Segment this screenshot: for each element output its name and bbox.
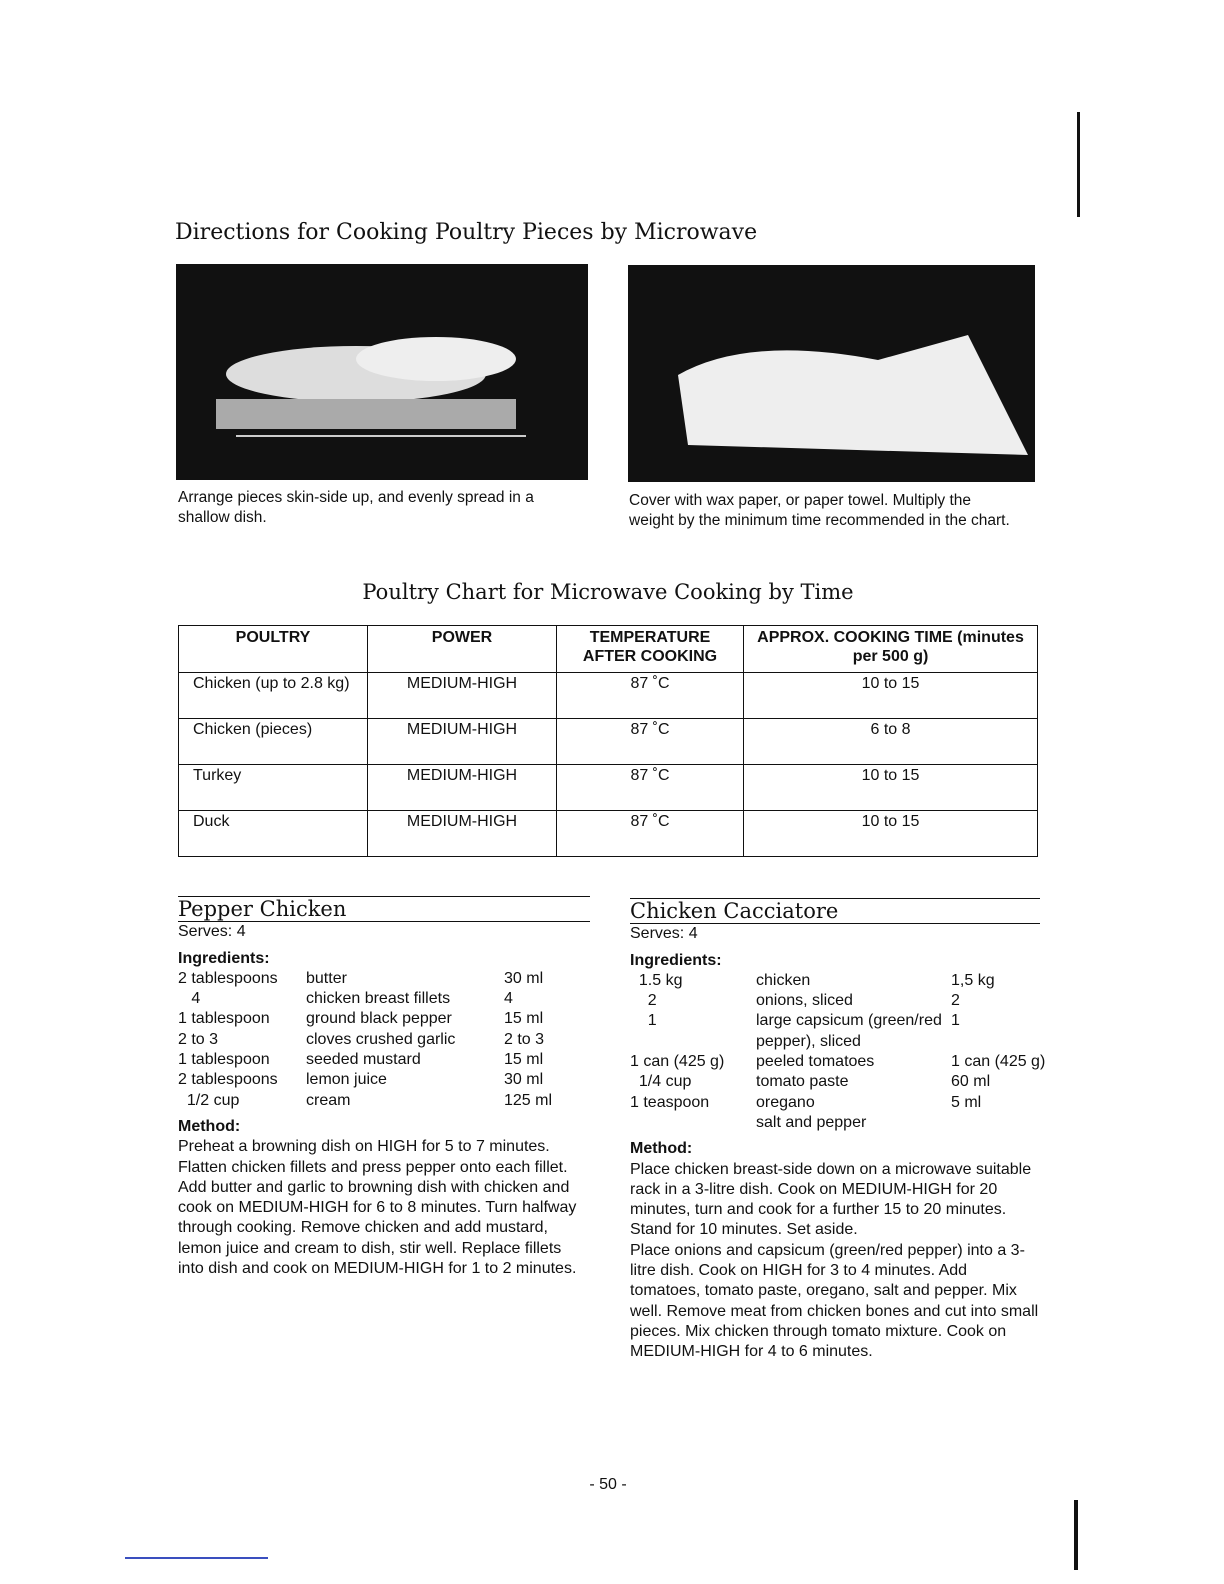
ingredient-metric: 1 bbox=[951, 1012, 960, 1030]
col-header-power: POWER bbox=[368, 626, 557, 673]
method-label: Method: bbox=[178, 1117, 241, 1135]
method-text: Place chicken breast-side down on a microwave suitable rack in a 3-litre dish. Cook on MEDIUM-HIGH for 20 minutes, turn and cook for a further 15 to 20 minutes. Stand for 10 minutes. Set aside. bbox=[630, 1160, 1032, 1239]
ingredients-label: Ingredients: bbox=[630, 951, 722, 969]
ingredients-list bbox=[630, 971, 1046, 1133]
ingredient-quantity: 2 tablespoons bbox=[178, 1071, 278, 1089]
ingredient-name: salt and pepper bbox=[756, 1113, 867, 1131]
ingredients-list bbox=[178, 969, 590, 1111]
ingredient-name: chicken bbox=[756, 971, 811, 989]
ingredient-name: butter bbox=[306, 969, 347, 987]
ingredient-metric: 4 bbox=[504, 990, 513, 1008]
ingredient-quantity: 1 tablespoon bbox=[178, 1051, 270, 1069]
ingredient-quantity: 1/4 cup bbox=[630, 1073, 692, 1091]
page-title: Directions for Cooking Poultry Pieces by Microwave bbox=[175, 220, 758, 245]
ingredient-metric: 2 bbox=[951, 992, 960, 1010]
divider-line bbox=[125, 1557, 268, 1559]
recipe-serves: Serves: 4 bbox=[630, 925, 698, 943]
cell-temperature: 87 ˚C bbox=[557, 719, 744, 765]
cell-power: MEDIUM-HIGH bbox=[368, 719, 557, 765]
cell-power: MEDIUM-HIGH bbox=[368, 765, 557, 811]
ingredient-name: chicken breast fillets bbox=[306, 990, 451, 1008]
table-row bbox=[179, 811, 1038, 857]
ingredient-metric: 15 ml bbox=[504, 1010, 544, 1028]
col-header-poultry: POULTRY bbox=[179, 626, 368, 673]
ingredient-metric: 125 ml bbox=[504, 1091, 553, 1109]
ingredient-quantity: 4 bbox=[178, 990, 201, 1008]
photo-caption-right: Cover with wax paper, or paper towel. Multiply the weight by the minimum time recommended in the chart. bbox=[629, 492, 1010, 529]
ingredient-name: tomato paste bbox=[756, 1073, 849, 1091]
ingredient-quantity bbox=[630, 1113, 756, 1133]
ingredient-metric: 2 to 3 bbox=[504, 1030, 545, 1048]
ingredient-name: peeled tomatoes bbox=[756, 1053, 875, 1071]
scan-edge-mark bbox=[1077, 112, 1080, 217]
ingredient-metric bbox=[951, 1113, 1041, 1133]
ingredient-quantity: 2 to 3 bbox=[178, 1030, 219, 1048]
ingredient-metric: 60 ml bbox=[951, 1073, 991, 1091]
method-label: Method: bbox=[630, 1140, 693, 1158]
cell-poultry: Turkey bbox=[179, 765, 368, 811]
cell-time: 6 to 8 bbox=[744, 719, 1038, 765]
photo-caption-left: Arrange pieces skin-side up, and evenly spread in a shallow dish. bbox=[178, 489, 534, 526]
cell-temperature: 87 ˚C bbox=[557, 673, 744, 719]
cell-poultry: Duck bbox=[179, 811, 368, 857]
cell-power: MEDIUM-HIGH bbox=[368, 673, 557, 719]
chart-title: Poultry Chart for Microwave Cooking by Time bbox=[362, 580, 854, 604]
table-header-row bbox=[179, 626, 1038, 673]
cell-time: 10 to 15 bbox=[744, 811, 1038, 857]
cell-poultry: Chicken (up to 2.8 kg) bbox=[179, 673, 368, 719]
ingredient-metric: 5 ml bbox=[951, 1093, 982, 1111]
ingredient-name: onions, sliced bbox=[756, 992, 853, 1010]
recipe-serves: Serves: 4 bbox=[178, 923, 246, 941]
ingredient-name: cloves crushed garlic bbox=[306, 1030, 456, 1048]
ingredient-metric: 1 can (425 g) bbox=[951, 1053, 1046, 1071]
ingredient-name: lemon juice bbox=[306, 1071, 387, 1089]
cell-poultry: Chicken (pieces) bbox=[179, 719, 368, 765]
ingredient-name: oregano bbox=[756, 1093, 815, 1111]
scan-edge-mark bbox=[1074, 1500, 1078, 1570]
cell-temperature: 87 ˚C bbox=[557, 811, 744, 857]
cell-power: MEDIUM-HIGH bbox=[368, 811, 557, 857]
ingredient-quantity: 2 bbox=[630, 992, 657, 1010]
ingredient-quantity: 1 bbox=[630, 1012, 657, 1030]
table-row bbox=[179, 719, 1038, 765]
ingredient-metric: 30 ml bbox=[504, 969, 544, 987]
ingredient-quantity: 1.5 kg bbox=[630, 971, 683, 989]
photo-covered-dish bbox=[628, 265, 1035, 482]
table-row bbox=[179, 765, 1038, 811]
ingredients-label: Ingredients: bbox=[178, 949, 270, 967]
cell-time: 10 to 15 bbox=[744, 765, 1038, 811]
recipe-chicken-cacciatore bbox=[630, 898, 1046, 1363]
ingredient-quantity: 1/2 cup bbox=[178, 1091, 240, 1109]
recipe-title: Chicken Cacciatore bbox=[630, 898, 1040, 924]
cell-time: 10 to 15 bbox=[744, 673, 1038, 719]
ingredient-name: large capsicum (green/red pepper), sliced bbox=[756, 1012, 942, 1050]
ingredient-quantity: 2 tablespoons bbox=[178, 969, 278, 987]
method-text: Preheat a browning dish on HIGH for 5 to 7 minutes. Flatten chicken fillets and press pepper onto each fillet. Add butter and garlic to browning dish with chicken and cook on MEDIUM-HIGH for 6 to 8 minutes. Turn halfway through cooking. Remove chicken and add mustard, lemon juice and cream to dish, stir well. Replace fillets into dish and cook on MEDIUM-HIGH for 1 to 2 minutes. bbox=[178, 1138, 577, 1278]
recipe-title: Pepper Chicken bbox=[178, 896, 590, 922]
col-header-cooking-time: APPROX. COOKING TIME (minutes per 500 g) bbox=[744, 626, 1038, 673]
ingredient-name: ground black pepper bbox=[306, 1010, 452, 1028]
cell-temperature: 87 ˚C bbox=[557, 765, 744, 811]
table-row bbox=[179, 673, 1038, 719]
method-text: Place onions and capsicum (green/red pepper) into a 3-litre dish. Cook on HIGH for 3 to 4 minutes. Add tomatoes, tomato paste, oregano, salt and pepper. Mix well. Remove meat from chicken bones and cut into small pieces. Mix chicken through tomato mixture. Cook on MEDIUM-HIGH for 4 to 6 minutes. bbox=[630, 1241, 1039, 1361]
poultry-chart-table bbox=[178, 625, 1038, 857]
photo-chicken-in-dish bbox=[176, 264, 588, 480]
ingredient-quantity: 1 teaspoon bbox=[630, 1093, 710, 1111]
ingredient-name: seeded mustard bbox=[306, 1051, 421, 1069]
ingredient-metric: 15 ml bbox=[504, 1051, 544, 1069]
ingredient-metric: 30 ml bbox=[504, 1071, 544, 1089]
ingredient-quantity: 1 tablespoon bbox=[178, 1010, 270, 1028]
col-header-temperature: TEMPERATURE AFTER COOKING bbox=[557, 626, 744, 673]
recipe-pepper-chicken bbox=[178, 896, 590, 1279]
ingredient-name: cream bbox=[306, 1091, 351, 1109]
ingredient-metric: 1,5 kg bbox=[951, 971, 995, 989]
ingredient-quantity: 1 can (425 g) bbox=[630, 1053, 725, 1071]
page-number: - 50 - bbox=[589, 1476, 627, 1493]
